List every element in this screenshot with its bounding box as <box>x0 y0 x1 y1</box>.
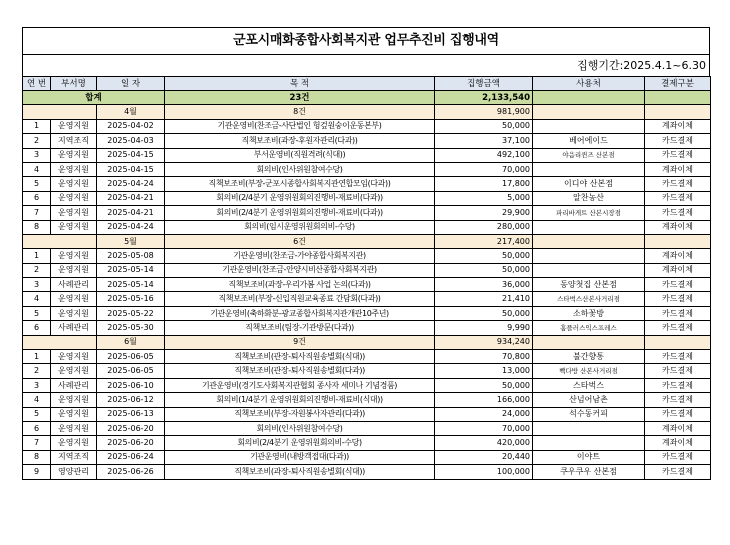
row-department: 사례관리 <box>51 378 97 392</box>
month-label: 5월 <box>97 234 165 248</box>
table-row <box>23 177 711 191</box>
row-department: 지역조직 <box>51 134 97 148</box>
row-department: 운영지원 <box>51 421 97 435</box>
row-department: 지역조직 <box>51 450 97 464</box>
row-index: 8 <box>23 220 51 234</box>
row-department: 운영지원 <box>51 191 97 205</box>
row-purpose: 직책보조비(과장-우리가봄 사업 논의(다과)) <box>165 278 435 292</box>
month-label: 6월 <box>97 335 165 349</box>
month-subtotal-row <box>23 335 711 349</box>
row-amount: 280,000 <box>435 220 533 234</box>
row-purpose: 기관운영비(내방객접대(다과)) <box>165 450 435 464</box>
row-date: 2025-05-16 <box>97 292 165 306</box>
row-payment: 계좌이체 <box>645 421 711 435</box>
row-index: 5 <box>23 306 51 320</box>
table-row <box>23 292 711 306</box>
row-amount: 5,000 <box>435 191 533 205</box>
row-amount: 29,900 <box>435 206 533 220</box>
row-department: 운영지원 <box>51 393 97 407</box>
row-date: 2025-04-24 <box>97 177 165 191</box>
table-row <box>23 162 711 176</box>
row-index: 1 <box>23 249 51 263</box>
month-amount: 981,900 <box>435 105 533 119</box>
row-date: 2025-05-22 <box>97 306 165 320</box>
row-amount: 166,000 <box>435 393 533 407</box>
row-vendor: 스타벅스산본사거리점 <box>533 292 645 306</box>
row-department: 운영지원 <box>51 292 97 306</box>
header-department: 부서명 <box>51 77 97 91</box>
row-date: 2025-04-21 <box>97 191 165 205</box>
row-amount: 36,000 <box>435 278 533 292</box>
row-payment: 카드결제 <box>645 393 711 407</box>
table-row <box>23 393 711 407</box>
header-vendor: 사용처 <box>533 77 645 91</box>
row-amount: 70,800 <box>435 350 533 364</box>
row-date: 2025-06-26 <box>97 465 165 479</box>
row-date: 2025-04-15 <box>97 148 165 162</box>
month-label: 4월 <box>97 105 165 119</box>
row-purpose: 회의비(인사위원참여수당) <box>165 421 435 435</box>
row-purpose: 직책보조비(과장-퇴사직원송별회(식대)) <box>165 465 435 479</box>
row-index: 1 <box>23 119 51 133</box>
row-date: 2025-04-21 <box>97 206 165 220</box>
row-index: 5 <box>23 177 51 191</box>
table-row <box>23 191 711 205</box>
row-amount: 50,000 <box>435 249 533 263</box>
row-payment: 카드결제 <box>645 278 711 292</box>
row-date: 2025-06-05 <box>97 350 165 364</box>
row-department: 사례관리 <box>51 278 97 292</box>
row-department: 운영지원 <box>51 364 97 378</box>
row-index: 7 <box>23 436 51 450</box>
row-department: 운영지원 <box>51 220 97 234</box>
row-amount: 9,990 <box>435 321 533 335</box>
row-index: 9 <box>23 465 51 479</box>
row-amount: 20,440 <box>435 450 533 464</box>
row-date: 2025-06-20 <box>97 436 165 450</box>
row-vendor: 베어에이드 <box>533 134 645 148</box>
month-amount: 934,240 <box>435 335 533 349</box>
row-date: 2025-06-20 <box>97 421 165 435</box>
row-date: 2025-05-14 <box>97 263 165 277</box>
table-row <box>23 263 711 277</box>
total-count: 23건 <box>165 91 435 105</box>
row-payment: 카드결제 <box>645 378 711 392</box>
row-amount: 13,000 <box>435 364 533 378</box>
row-vendor: 불간향통 <box>533 350 645 364</box>
row-department: 운영지원 <box>51 177 97 191</box>
row-vendor <box>533 249 645 263</box>
row-purpose: 직책보조비(부장-군포시종합사회복지관연합모임(다과)) <box>165 177 435 191</box>
row-amount: 37,100 <box>435 134 533 148</box>
row-payment: 카드결제 <box>645 465 711 479</box>
report-period: 집행기간:2025.4.1~6.30 <box>22 54 710 76</box>
table-row <box>23 278 711 292</box>
row-payment: 카드결제 <box>645 206 711 220</box>
row-date: 2025-06-13 <box>97 407 165 421</box>
row-date: 2025-06-24 <box>97 450 165 464</box>
row-vendor: 빽다방 산본사거리점 <box>533 364 645 378</box>
report-title: 군포시매화종합사회복지관 업무추진비 집행내역 <box>22 27 710 54</box>
row-department: 운영지원 <box>51 306 97 320</box>
row-department: 운영지원 <box>51 148 97 162</box>
table-row <box>23 134 711 148</box>
row-amount: 21,410 <box>435 292 533 306</box>
table-header-row <box>23 77 711 91</box>
row-vendor <box>533 220 645 234</box>
row-payment: 카드결제 <box>645 350 711 364</box>
row-amount: 50,000 <box>435 263 533 277</box>
month-amount: 217,400 <box>435 234 533 248</box>
month-subtotal-row <box>23 234 711 248</box>
row-department: 사례관리 <box>51 321 97 335</box>
row-index: 6 <box>23 191 51 205</box>
row-index: 4 <box>23 393 51 407</box>
row-date: 2025-05-14 <box>97 278 165 292</box>
row-purpose: 회의비(2/4분기 운영위원회의비-수당) <box>165 436 435 450</box>
row-payment: 계좌이체 <box>645 263 711 277</box>
row-purpose: 기관운영비(축하화분-광교종합사회복지관개관10주년) <box>165 306 435 320</box>
row-purpose: 회의비(임시운영위원회의비-수당) <box>165 220 435 234</box>
row-date: 2025-04-02 <box>97 119 165 133</box>
row-payment: 카드결제 <box>645 364 711 378</box>
table-row <box>23 148 711 162</box>
row-purpose: 직책보조비(부장-자원봉사자관리(다과)) <box>165 407 435 421</box>
table-row <box>23 119 711 133</box>
row-payment: 카드결제 <box>645 407 711 421</box>
row-purpose: 직책보조비(부장-신입직원교육종료 간담회(다과)) <box>165 292 435 306</box>
table-row <box>23 465 711 479</box>
month-count: 8건 <box>165 105 435 119</box>
table-row <box>23 421 711 435</box>
row-vendor <box>533 119 645 133</box>
header-purpose: 목 적 <box>165 77 435 91</box>
row-vendor <box>533 263 645 277</box>
table-row <box>23 436 711 450</box>
expense-table <box>22 76 711 480</box>
row-purpose: 기관운영비(찬조금-안양시비산종합사회복지관) <box>165 263 435 277</box>
expense-report-sheet <box>22 27 710 480</box>
row-amount: 70,000 <box>435 162 533 176</box>
table-row <box>23 220 711 234</box>
row-amount: 24,000 <box>435 407 533 421</box>
row-payment: 계좌이체 <box>645 436 711 450</box>
row-vendor: 이디야 산본점 <box>533 177 645 191</box>
row-date: 2025-04-24 <box>97 220 165 234</box>
row-purpose: 직책보조비(과장-후원자관리(다과)) <box>165 134 435 148</box>
total-amount: 2,133,540 <box>435 91 533 105</box>
table-row <box>23 249 711 263</box>
row-payment: 계좌이체 <box>645 249 711 263</box>
row-payment: 카드결제 <box>645 306 711 320</box>
table-body <box>23 91 711 480</box>
row-amount: 50,000 <box>435 378 533 392</box>
header-amount: 집행금액 <box>435 77 533 91</box>
month-blank <box>23 335 97 349</box>
row-index: 2 <box>23 134 51 148</box>
row-amount: 70,000 <box>435 421 533 435</box>
row-payment: 카드결제 <box>645 321 711 335</box>
row-index: 7 <box>23 206 51 220</box>
table-row <box>23 378 711 392</box>
row-purpose: 회의비(2/4분기 운영위원회의진행비-재료비(다과)) <box>165 206 435 220</box>
row-index: 2 <box>23 364 51 378</box>
row-purpose: 기관운영비(경기도사회복지관협회 종사자 세미나 기념경품) <box>165 378 435 392</box>
row-department: 영양관리 <box>51 465 97 479</box>
table-row <box>23 206 711 220</box>
month-blank <box>23 234 97 248</box>
table-row <box>23 364 711 378</box>
row-amount: 100,000 <box>435 465 533 479</box>
month-blank <box>645 234 711 248</box>
row-purpose: 기관운영비(찬조금-사단법인 헝겊원숭이운동본부) <box>165 119 435 133</box>
table-row <box>23 350 711 364</box>
month-count: 6건 <box>165 234 435 248</box>
row-vendor: 석수동커피 <box>533 407 645 421</box>
row-department: 운영지원 <box>51 436 97 450</box>
row-department: 운영지원 <box>51 206 97 220</box>
row-vendor: 알찬농산 <box>533 191 645 205</box>
row-vendor: 홈플러스익스프레스 <box>533 321 645 335</box>
row-purpose: 기관운영비(찬조금-가야종합사회복지관) <box>165 249 435 263</box>
table-row <box>23 407 711 421</box>
row-vendor: 산넘어남촌 <box>533 393 645 407</box>
row-amount: 50,000 <box>435 119 533 133</box>
row-amount: 420,000 <box>435 436 533 450</box>
row-purpose: 회의비(2/4분기 운영위원회의진행비-재료비(다과)) <box>165 191 435 205</box>
row-index: 8 <box>23 450 51 464</box>
row-payment: 계좌이체 <box>645 119 711 133</box>
row-vendor <box>533 162 645 176</box>
row-department: 운영지원 <box>51 249 97 263</box>
month-blank <box>645 105 711 119</box>
row-date: 2025-04-15 <box>97 162 165 176</box>
row-payment: 카드결제 <box>645 191 711 205</box>
month-blank <box>645 335 711 349</box>
month-blank <box>23 105 97 119</box>
table-row <box>23 321 711 335</box>
row-vendor <box>533 436 645 450</box>
total-label: 합계 <box>23 91 165 105</box>
row-index: 6 <box>23 321 51 335</box>
row-payment: 계좌이체 <box>645 220 711 234</box>
row-date: 2025-06-05 <box>97 364 165 378</box>
month-blank <box>533 234 645 248</box>
month-subtotal-row <box>23 105 711 119</box>
row-date: 2025-05-30 <box>97 321 165 335</box>
row-purpose: 직책보조비(관장-퇴사직원송별회(식대)) <box>165 350 435 364</box>
month-count: 9건 <box>165 335 435 349</box>
row-index: 2 <box>23 263 51 277</box>
row-vendor: 동양첫집 산본점 <box>533 278 645 292</box>
row-date: 2025-06-12 <box>97 393 165 407</box>
row-purpose: 직책보조비(관장-퇴사직원송별회(다과)) <box>165 364 435 378</box>
row-payment: 카드결제 <box>645 177 711 191</box>
row-department: 운영지원 <box>51 162 97 176</box>
row-payment: 카드결제 <box>645 134 711 148</box>
row-vendor <box>533 421 645 435</box>
row-amount: 17,800 <box>435 177 533 191</box>
month-blank <box>533 335 645 349</box>
row-payment: 카드결제 <box>645 450 711 464</box>
row-index: 4 <box>23 292 51 306</box>
total-row <box>23 91 711 105</box>
row-vendor: 파리바게트 산본시장점 <box>533 206 645 220</box>
row-purpose: 회의비(1/4분기 운영위원회의진행비-재료비(식대)) <box>165 393 435 407</box>
row-index: 4 <box>23 162 51 176</box>
row-index: 6 <box>23 421 51 435</box>
header-payment: 결제구분 <box>645 77 711 91</box>
row-purpose: 직책보조비(팀장-기관방문(다과)) <box>165 321 435 335</box>
row-date: 2025-05-08 <box>97 249 165 263</box>
row-amount: 492,100 <box>435 148 533 162</box>
row-index: 3 <box>23 378 51 392</box>
row-index: 3 <box>23 148 51 162</box>
table-row <box>23 306 711 320</box>
row-date: 2025-06-10 <box>97 378 165 392</box>
row-date: 2025-04-03 <box>97 134 165 148</box>
row-vendor: 이야트 <box>533 450 645 464</box>
row-payment: 카드결제 <box>645 292 711 306</box>
row-payment: 카드결제 <box>645 148 711 162</box>
row-purpose: 부서운영비(직원격려(식대)) <box>165 148 435 162</box>
row-index: 1 <box>23 350 51 364</box>
row-department: 운영지원 <box>51 263 97 277</box>
row-vendor: 소하꽃방 <box>533 306 645 320</box>
row-purpose: 회의비(인사위원참여수당) <box>165 162 435 176</box>
row-department: 운영지원 <box>51 119 97 133</box>
row-amount: 50,000 <box>435 306 533 320</box>
row-vendor: 야음리퀸즈 산본점 <box>533 148 645 162</box>
row-department: 운영지원 <box>51 350 97 364</box>
table-row <box>23 450 711 464</box>
row-vendor: 스타벅스 <box>533 378 645 392</box>
month-blank <box>533 105 645 119</box>
row-index: 3 <box>23 278 51 292</box>
row-vendor: 쿠우쿠우 산본점 <box>533 465 645 479</box>
row-payment: 계좌이체 <box>645 162 711 176</box>
header-date: 일 자 <box>97 77 165 91</box>
row-index: 5 <box>23 407 51 421</box>
header-index: 연 번 <box>23 77 51 91</box>
row-department: 운영지원 <box>51 407 97 421</box>
